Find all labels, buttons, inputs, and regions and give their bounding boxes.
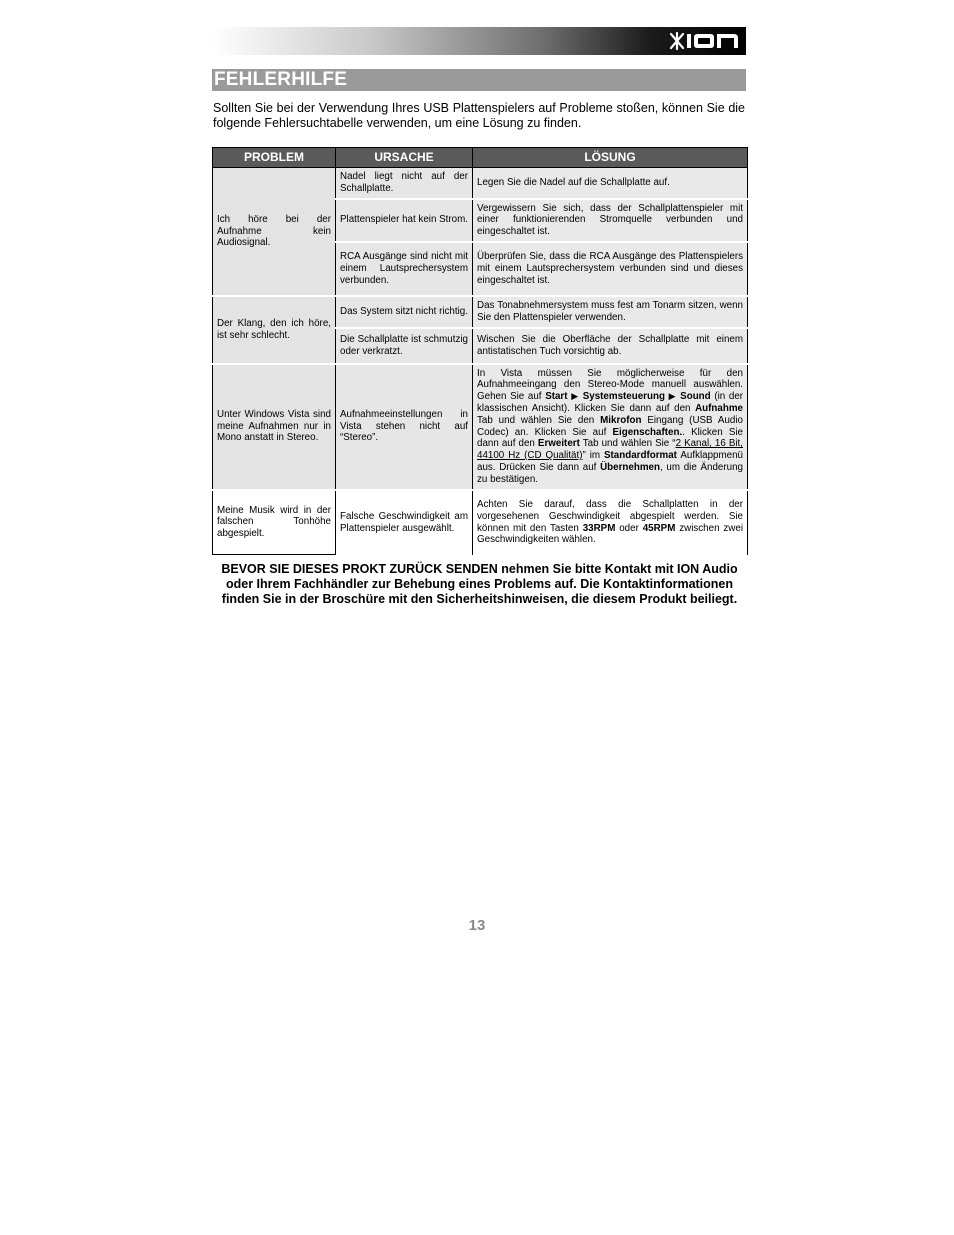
menu-standardformat: Standardformat [604, 450, 677, 462]
button-uebernehmen: Übernehmen [600, 461, 660, 473]
solution-text: Achten Sie darauf, dass die Schallplatten in der vorgesehenen Geschwindigkeit abgespielt werden. Sie können mit den Tasten [477, 498, 743, 534]
arrow-right-icon: ▶ [668, 391, 677, 402]
solution-text: (in der klassischen Ansicht). Klicken Sie dann auf den [477, 391, 744, 414]
problem-cell: Ich höre bei der Aufnahme kein Audiosignal. [213, 168, 336, 296]
cause-cell: Aufnahmeeinstellungen in Vista stehen nicht auf “Stereo”. [336, 364, 473, 490]
cause-cell: Falsche Geschwindigkeit am Plattenspieler ausgewählt. [336, 490, 473, 555]
key-45rpm: 45RPM [642, 522, 676, 534]
solution-text: Tab und wählen Sie “ [579, 438, 676, 450]
table-header-row [213, 148, 748, 168]
solution-cell: Legen Sie die Nadel auf die Schallplatte auf. [473, 168, 748, 199]
solution-text: Aufklappmenü aus. Drücken Sie dann auf [477, 450, 743, 473]
button-eigenschaften: Eigenschaften. [612, 426, 683, 438]
arrow-right-icon: ▶ [571, 391, 580, 402]
solution-cell [473, 490, 748, 555]
solution-text: , um die Änderung zu bestätigen. [477, 461, 743, 485]
header-cause: URSACHE [336, 148, 473, 168]
solution-cell [473, 364, 748, 490]
solution-text: ” im [582, 450, 604, 462]
footer-note-text: nehmen Sie bitte Kontakt mit ION Audio oder Ihrem Fachhändler zur Behebung eines Problems auf. Die Kontaktinformationen finden Sie in der Broschüre mit den Sicherheitshinweisen, die diesem Produkt beiliegt. [221, 562, 738, 606]
problem-cell: Meine Musik wird in der falschen Tonhöhe abgespielt. [213, 490, 336, 555]
solution-cell: Vergewissern Sie sich, dass der Schallplattenspieler mit einer funktionierenden Stromquelle verbunden und eingeschaltet ist. [473, 199, 748, 242]
cause-cell: RCA Ausgänge sind nicht mit einem Lautsprechersystem verbunden. [336, 242, 473, 296]
troubleshooting-table [212, 147, 748, 555]
footer-note [212, 562, 747, 607]
table-row [213, 490, 748, 555]
footer-note-lead: BEVOR SIE DIESES PROKT ZURÜCK SENDEN [221, 562, 498, 576]
solution-text: Tab und wählen Sie den [477, 414, 601, 426]
header-gradient-bar [212, 27, 746, 55]
key-33rpm: 33RPM [582, 522, 616, 534]
input-mikrofon: Mikrofon [600, 414, 642, 426]
solution-text: . Klicken Sie dann auf den [477, 426, 743, 450]
cause-cell: Nadel liegt nicht auf der Schallplatte. [336, 168, 473, 199]
format-option: 2 Kanal, 16 Bit, 44100 Hz (CD Qualität) [477, 438, 743, 462]
menu-sound: Sound [680, 391, 711, 403]
menu-start: Start [545, 391, 568, 403]
header-problem: PROBLEM [213, 148, 336, 168]
solution-text: Eingang (USB Audio Codec) an. Klicken Sie auf [477, 414, 743, 438]
solution-cell: Das Tonabnehmersystem muss fest am Tonarm sitzen, wenn Sie den Plattenspieler verwenden. [473, 296, 748, 328]
solution-cell: Überprüfen Sie, dass die RCA Ausgänge des Plattenspielers mit einem Lautsprechersystem verbunden sind und dieses eingeschaltet ist. [473, 242, 748, 296]
ion-logo [668, 30, 740, 52]
table-row [213, 168, 748, 199]
cause-cell: Die Schallplatte ist schmutzig oder verkratzt. [336, 328, 473, 364]
cause-cell: Plattenspieler hat kein Strom. [336, 199, 473, 242]
problem-cell: Der Klang, den ich höre, ist sehr schlecht. [213, 296, 336, 364]
menu-systemsteuerung: Systemsteuerung [582, 391, 665, 403]
solution-text: oder [615, 522, 643, 534]
header-solution: LÖSUNG [473, 148, 748, 168]
solution-text: In Vista müssen Sie möglicherweise für den Aufnahmeeingang den Stereo-Mode manuell auswählen. Gehen Sie auf [477, 367, 743, 403]
page-number: 13 [468, 917, 486, 934]
tab-aufnahme: Aufnahme [695, 402, 743, 414]
section-title: FEHLERHILFE [214, 69, 348, 90]
problem-cell: Unter Windows Vista sind meine Aufnahmen nur in Mono anstatt in Stereo. [213, 364, 336, 490]
solution-cell: Wischen Sie die Oberfläche der Schallplatte mit einem antistatischen Tuch vorsichtig ab. [473, 328, 748, 364]
intro-paragraph: Sollten Sie bei der Verwendung Ihres USB Plattenspielers auf Probleme stoßen, können Sie die folgende Fehlersuchtabelle verwenden, um eine Lösung zu finden. [213, 101, 745, 130]
ion-logo-icon [668, 31, 740, 51]
table-row [213, 364, 748, 490]
solution-text: zwischen zwei Geschwindigkeiten wählen. [477, 522, 743, 546]
cause-cell: Das System sitzt nicht richtig. [336, 296, 473, 328]
table-row [213, 296, 748, 328]
tab-erweitert: Erweitert [537, 438, 580, 450]
section-title-bar [212, 69, 746, 91]
